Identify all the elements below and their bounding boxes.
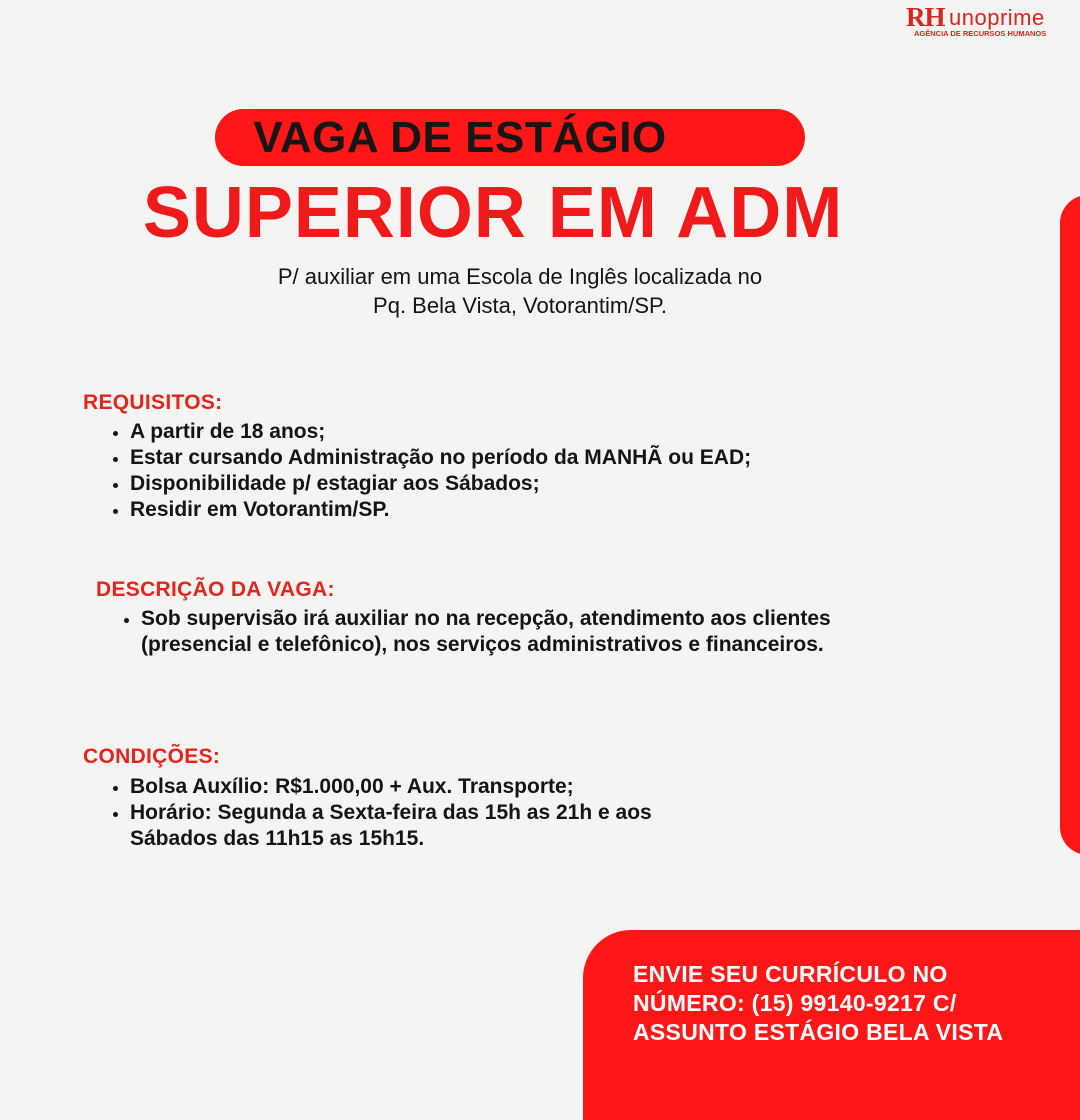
logo-rh: RH [906,2,945,32]
requisitos-title: REQUISITOS: [83,391,223,414]
condicoes-title: CONDIÇÕES: [83,745,221,768]
list-item: • Estar cursando Administração no período da MANHÃ ou EAD; [130,445,751,471]
descricao-list [95,606,831,658]
condicoes-line-2: Sábados das 11h15 as 15h15. [130,827,425,850]
contact-line-1: ENVIE SEU CURRÍCULO NO [633,961,948,987]
condicoes-line-1: • Horário: Segunda a Sexta-feira das 15h as 21h e aos [130,801,652,824]
logo-name: unoprime [949,5,1045,30]
requisitos-list [84,419,751,523]
pill-title: VAGA DE ESTÁGIO [253,113,667,162]
subtitle [0,262,1040,320]
list-item [141,606,831,658]
logo-tagline: AGÊNCIA DE RECURSOS HUMANOS [914,29,1047,38]
list-item: • Residir em Votorantim/SP. [130,497,751,523]
title-pill [215,109,805,166]
list-item [130,800,652,852]
descricao-line-1: • Sob supervisão irá auxiliar no na recepção, atendimento aos clientes [141,607,831,630]
headline: SUPERIOR EM ADM [142,173,844,253]
condicoes-list [84,774,652,852]
subtitle-line-2: Pq. Bela Vista, Votorantim/SP. [373,293,667,318]
contact-box [583,930,1080,1120]
subtitle-line-1: P/ auxiliar em uma Escola de Inglês localizada no [277,264,763,289]
list-item: • A partir de 18 anos; [130,419,751,445]
list-item: • Bolsa Auxílio: R$1.000,00 + Aux. Transporte; [130,774,652,800]
list-item: • Disponibilidade p/ estagiar aos Sábados; [130,471,751,497]
contact-line-3: ASSUNTO ESTÁGIO BELA VISTA [633,1019,1004,1045]
right-accent-bar [1060,195,1080,855]
contact-text [633,960,1053,1047]
descricao-line-2: (presencial e telefônico), nos serviços administrativos e financeiros. [141,633,824,656]
contact-line-2: NÚMERO: (15) 99140-9217 C/ [633,990,957,1016]
descricao-title: DESCRIÇÃO DA VAGA: [96,578,335,601]
brand-logo [902,2,1072,38]
